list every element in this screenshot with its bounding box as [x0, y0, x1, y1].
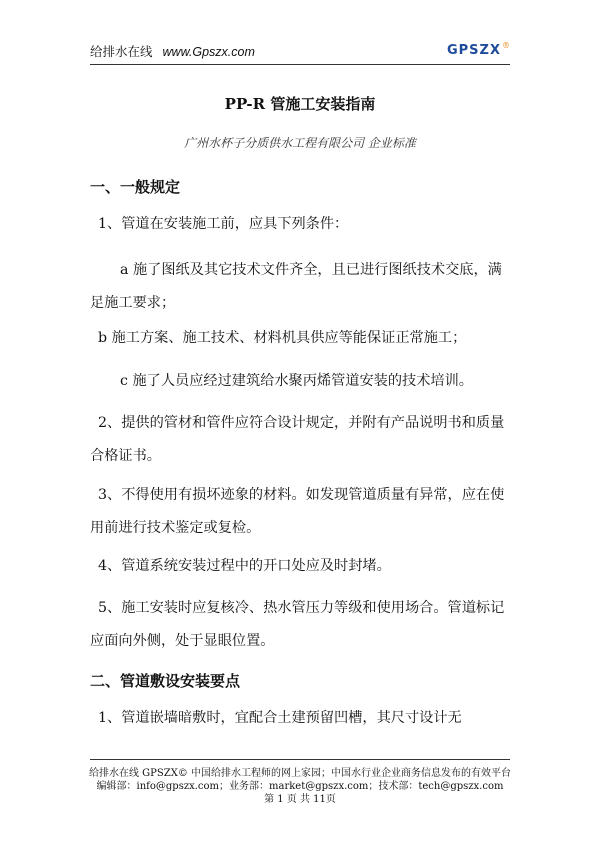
paragraph-item-4: 4、管道系统安装过程中的开口处应及时封堵。 [98, 558, 391, 574]
gpszx-logo [447, 40, 510, 60]
paragraph-item-3: 3、不得使用有损坏迹象的材料。如发现管道质量有异常，应在使用前进行技术鉴定或复检。 [90, 487, 505, 536]
paragraph-item-6: 1、管道嵌墙暗敷时，宜配合土建预留凹槽，其尺寸设计无 [98, 710, 462, 726]
document-title: PP-R 管施工安装指南 [224, 95, 376, 113]
paragraph-item-1c: c 施了人员应经过建筑给水聚丙烯管道安装的技术培训。 [120, 373, 473, 389]
paragraph-item-1b: b 施工方案、施工技术、材料机具供应等能保证正常施工； [98, 330, 467, 346]
footer-line-2: 编辑部：info@gpszx.com；业务部：market@gpszx.com；技术部：tech@gpszx.com [96, 781, 504, 792]
document-subtitle: 广州水杯子分质供水工程有限公司 企业标准 [184, 136, 416, 150]
paragraph-item-1: 1、管道在安装施工前，应具下列条件： [98, 216, 349, 232]
logo-mark: ® [502, 40, 510, 50]
site-name: 给排水在线 [90, 44, 153, 59]
paragraph-item-5: 5、施工安装时应复核冷、热水管压力等级和使用场合。管道标记应面向外侧，处于显眼位置。 [90, 600, 505, 649]
footer-divider [90, 759, 510, 760]
section-heading-installation: 二、管道敷设安装要点 [90, 672, 241, 690]
page-number: 第 1 页 共 11页 [264, 794, 336, 805]
logo-text: GPSZX [446, 42, 501, 58]
site-url[interactable]: www.Gpszx.com [162, 45, 255, 59]
header-divider [90, 64, 510, 65]
page-header [90, 40, 510, 62]
header-left [90, 42, 255, 60]
section-heading-general: 一、一般规定 [90, 178, 181, 196]
footer-line-1: 给排水在线 GPSZX© 中国给排水工程师的网上家园；中国水行业企业商务信息发布的有效平台 [89, 768, 511, 779]
paragraph-item-2: 2、提供的管材和管件应符合设计规定，并附有产品说明书和质量合格证书。 [90, 415, 505, 464]
paragraph-item-1a: a 施了图纸及其它技术文件齐全，且已进行图纸技术交底，满足施工要求； [90, 262, 502, 311]
